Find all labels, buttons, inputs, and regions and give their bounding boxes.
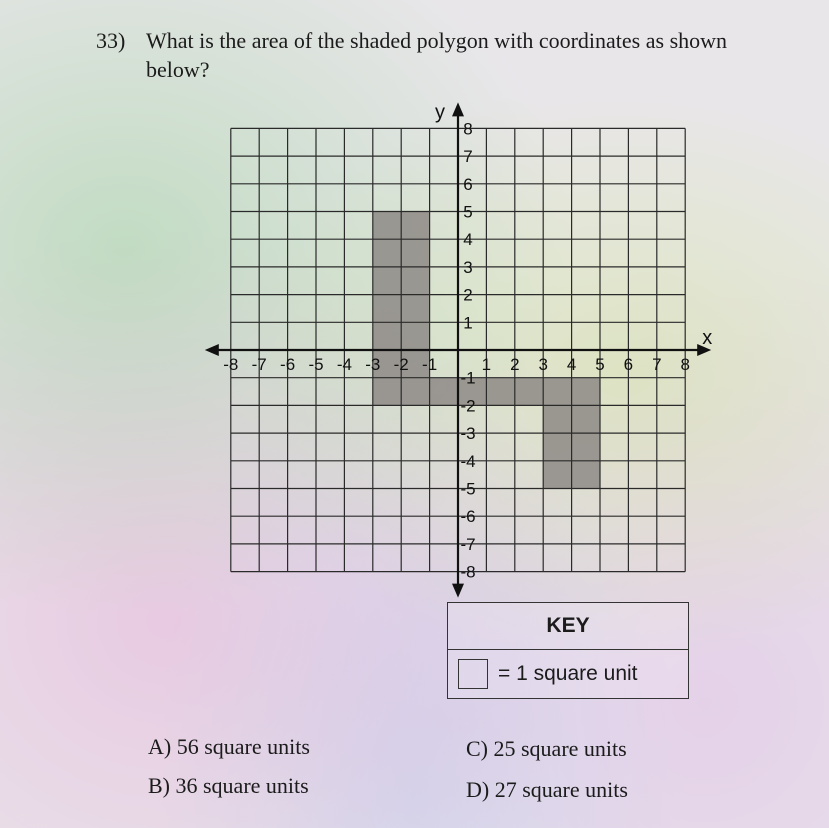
y-tick-label: -6 bbox=[460, 507, 476, 527]
x-axis-label: x bbox=[702, 327, 713, 349]
y-tick-label: -1 bbox=[460, 368, 476, 388]
shaded-cell bbox=[401, 322, 429, 350]
answer-a[interactable]: A) 56 square units bbox=[148, 734, 310, 759]
shaded-cell bbox=[543, 405, 571, 433]
y-axis-arrow-icon bbox=[452, 584, 464, 598]
x-tick-label: -7 bbox=[251, 355, 267, 374]
shaded-cell bbox=[543, 433, 571, 461]
x-tick-label: 5 bbox=[595, 355, 605, 374]
shaded-cell bbox=[401, 378, 429, 406]
x-tick-label: -4 bbox=[336, 355, 352, 374]
y-tick-label: 8 bbox=[463, 119, 473, 139]
x-tick-label: 3 bbox=[538, 355, 548, 374]
y-tick-label: 3 bbox=[463, 257, 473, 277]
shaded-cell bbox=[486, 378, 514, 406]
shaded-cell bbox=[401, 267, 429, 295]
shaded-cell bbox=[401, 295, 429, 323]
shaded-cell bbox=[373, 378, 401, 406]
y-tick-label: -5 bbox=[460, 479, 476, 499]
shaded-cell bbox=[401, 239, 429, 267]
key-text: = 1 square unit bbox=[498, 662, 638, 685]
x-tick-label: 4 bbox=[566, 355, 577, 374]
y-tick-label: -4 bbox=[460, 451, 476, 471]
shaded-cell bbox=[373, 322, 401, 350]
x-tick-label: 6 bbox=[623, 355, 634, 374]
y-tick-label: 7 bbox=[463, 147, 473, 167]
y-tick-label: -8 bbox=[460, 562, 476, 582]
y-axis-arrow-icon bbox=[452, 102, 464, 116]
shaded-cell bbox=[373, 239, 401, 267]
shaded-cell bbox=[572, 433, 600, 461]
shaded-cell bbox=[572, 405, 600, 433]
shaded-cell bbox=[543, 461, 571, 489]
answer-d[interactable]: D) 27 square units bbox=[466, 777, 628, 802]
y-tick-label: 2 bbox=[463, 285, 473, 305]
x-tick-label: 1 bbox=[481, 355, 492, 374]
shaded-cell bbox=[515, 378, 543, 406]
shaded-cell bbox=[430, 378, 458, 406]
question-number: 33) bbox=[96, 28, 126, 53]
shaded-cell bbox=[401, 212, 429, 240]
shaded-cell bbox=[572, 461, 600, 489]
shaded-cell bbox=[373, 212, 401, 240]
y-tick-label: 6 bbox=[463, 174, 473, 194]
x-axis-arrow-icon bbox=[205, 344, 219, 356]
y-tick-label: 5 bbox=[463, 202, 473, 222]
shaded-cell bbox=[572, 378, 600, 406]
shaded-cell bbox=[543, 378, 571, 406]
unit-square-icon bbox=[458, 659, 488, 689]
key-box bbox=[447, 602, 689, 699]
x-tick-label: -8 bbox=[223, 355, 239, 374]
x-tick-label: -5 bbox=[308, 355, 324, 374]
question-text: What is the area of the shaded polygon with coordinates as shown below? bbox=[146, 28, 728, 82]
y-tick-label: -7 bbox=[460, 534, 476, 554]
answer-c[interactable]: C) 25 square units bbox=[466, 736, 627, 761]
x-tick-label: -1 bbox=[422, 355, 438, 374]
x-tick-label: -3 bbox=[365, 355, 381, 374]
y-axis-label: y bbox=[435, 101, 445, 124]
shaded-cell bbox=[373, 267, 401, 295]
x-tick-label: -6 bbox=[280, 355, 296, 374]
y-tick-label: 4 bbox=[463, 230, 473, 250]
y-tick-label: 1 bbox=[463, 313, 473, 333]
x-tick-label: 2 bbox=[510, 355, 520, 374]
answer-b[interactable]: B) 36 square units bbox=[148, 773, 309, 798]
y-tick-label: -3 bbox=[460, 424, 476, 444]
x-tick-label: 8 bbox=[680, 355, 690, 374]
x-tick-label: -2 bbox=[393, 355, 409, 374]
shaded-cell bbox=[373, 295, 401, 323]
x-tick-label: 7 bbox=[652, 355, 662, 374]
key-title: KEY bbox=[448, 603, 688, 650]
y-tick-label: -2 bbox=[460, 396, 476, 416]
